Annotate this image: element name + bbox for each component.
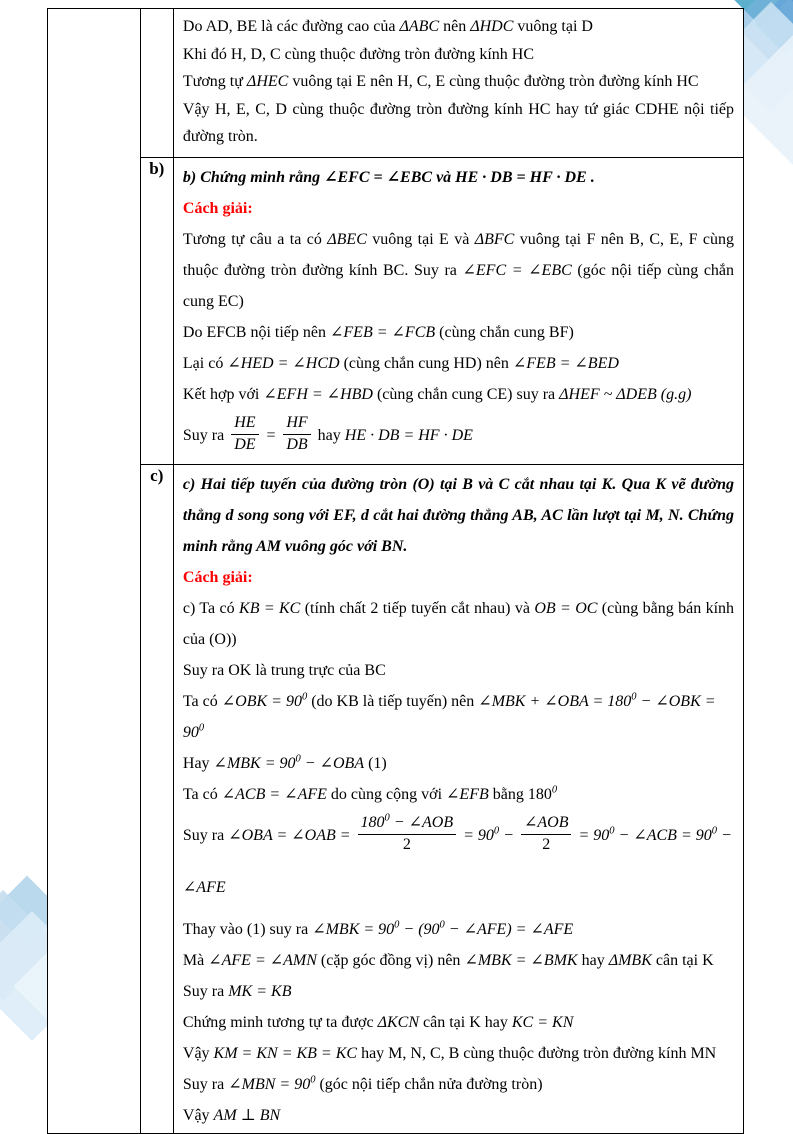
text-segment: hay bbox=[313, 427, 345, 444]
table-row bbox=[48, 158, 744, 465]
text-segment: Suy ra bbox=[182, 1076, 229, 1093]
text-segment: do cùng cộng với bbox=[326, 786, 447, 803]
text-segment: Ta có bbox=[182, 693, 222, 710]
text-segment: − ∠OBA bbox=[300, 755, 365, 772]
text-segment: Lại có bbox=[182, 355, 228, 372]
text-segment: vuông tại E và bbox=[366, 231, 475, 248]
text-segment: HE bbox=[234, 414, 256, 432]
text-line bbox=[183, 1007, 734, 1038]
text-segment: Vậy H, E, C, D cùng thuộc đường tròn đường kính HC hay tứ giác CDHE nội tiếp đường tròn. bbox=[182, 100, 734, 145]
text-segment: ΔMBK bbox=[608, 952, 652, 969]
text-segment: ∠FEB = ∠FCB bbox=[330, 324, 436, 341]
text-segment: Suy ra OK là trung trực của BC bbox=[182, 662, 386, 679]
text-segment: − bbox=[499, 827, 518, 844]
text-line bbox=[183, 779, 734, 810]
text-segment: (cặp góc đồng vị) nên bbox=[316, 952, 465, 969]
text-segment: cân tại K bbox=[651, 952, 714, 969]
text-segment: cân tại K hay bbox=[419, 1014, 512, 1031]
text-segment: HE · DB = HF · DE bbox=[455, 169, 587, 186]
text-segment: AM ⊥ BN bbox=[213, 1107, 281, 1124]
text-segment: 180 bbox=[360, 814, 385, 832]
text-segment: (cùng chắn cung BF) bbox=[435, 324, 574, 341]
text-segment: 0 bbox=[295, 753, 301, 765]
text-line bbox=[183, 1038, 734, 1069]
text-segment: 0 bbox=[711, 825, 717, 837]
text-line bbox=[183, 748, 734, 779]
text-segment: = 90 bbox=[459, 827, 494, 844]
text-segment: (cùng chắn cung CE) suy ra bbox=[372, 386, 560, 403]
text-segment: ΔHEF ~ ΔDEB (g.g) bbox=[559, 386, 692, 403]
text-segment: Suy ra bbox=[182, 827, 229, 844]
fraction-numerator bbox=[521, 814, 572, 834]
text-segment: − ∠AFE bbox=[182, 827, 732, 896]
text-segment: ∠EFC = ∠EBC bbox=[462, 262, 572, 279]
text-segment: Tương tự câu a ta có bbox=[182, 231, 328, 248]
fraction-denominator bbox=[283, 435, 310, 454]
text-segment: nên bbox=[439, 18, 471, 35]
solution-heading-line bbox=[183, 193, 734, 224]
text-segment: Do EFCB nội tiếp nên bbox=[182, 324, 330, 341]
text-segment: − (90 bbox=[399, 921, 440, 938]
text-segment: DB bbox=[286, 435, 308, 453]
text-segment: 0 bbox=[551, 784, 558, 796]
fraction-numerator bbox=[283, 414, 310, 434]
text-line bbox=[183, 593, 734, 655]
row-label-cell: c) bbox=[140, 465, 173, 1134]
text-line bbox=[183, 945, 734, 976]
text-line bbox=[183, 686, 734, 748]
text-segment: (góc nội tiếp cùng chắn cung EC) bbox=[182, 262, 735, 310]
text-segment: Ta có bbox=[182, 786, 222, 803]
text-segment: Chứng minh tương tự ta được bbox=[182, 1014, 378, 1031]
text-segment: 2 bbox=[402, 835, 411, 853]
text-segment: DE bbox=[234, 435, 256, 453]
text-segment: (cùng bằng bán kính của (O)) bbox=[182, 600, 735, 648]
fraction-denominator bbox=[521, 835, 572, 854]
text-segment: 0 bbox=[394, 919, 400, 931]
text-segment: ∠AFE = ∠AMN bbox=[208, 952, 317, 969]
text-segment: MK = KB bbox=[228, 983, 292, 1000]
text-segment: ∠EFH = ∠HBD bbox=[263, 386, 373, 403]
solution-table-wrapper bbox=[47, 8, 744, 1134]
text-line bbox=[183, 976, 734, 1007]
text-segment: Hay bbox=[182, 755, 214, 772]
text-segment: 0 bbox=[631, 691, 637, 703]
text-segment: ∠HED = ∠HCD bbox=[227, 355, 340, 372]
text-segment: c) Hai tiếp tuyến của đường tròn (O) tại B và C cắt nhau tại K. Qua K vẽ đường thẳng d song song với EF, d cắt hai đường thẳng AB, AC lần lượt tại M, N. Chứng minh rằng AM vuông góc với BN. bbox=[182, 476, 734, 555]
text-segment: ∠ACB = ∠AFE bbox=[221, 786, 327, 803]
row-label-cell: b) bbox=[140, 158, 173, 465]
text-segment: 0 bbox=[384, 813, 390, 825]
text-segment: Suy ra bbox=[182, 427, 229, 444]
text-segment: vuông tại E nên H, C, E cùng thuộc đường tròn đường kính HC bbox=[288, 73, 699, 90]
equation-line bbox=[183, 810, 734, 914]
text-segment: vuông tại F nên B, C, E, F cùng thuộc đường tròn đường kính BC. Suy ra bbox=[182, 231, 735, 279]
row-content-cell bbox=[173, 158, 743, 465]
fraction-numerator bbox=[231, 414, 258, 434]
text-segment: (cùng chắn cung HD) nên bbox=[339, 355, 513, 372]
text-segment: OB = OC bbox=[534, 600, 598, 617]
solution-table bbox=[47, 8, 744, 1134]
text-segment: ∠EFC = ∠EBC bbox=[324, 169, 433, 186]
fraction-denominator bbox=[231, 435, 258, 454]
margin-cell bbox=[48, 9, 141, 1134]
table-row bbox=[48, 9, 744, 158]
text-line bbox=[183, 96, 734, 151]
problem-statement-line bbox=[183, 162, 734, 193]
problem-statement-line bbox=[183, 469, 734, 562]
text-segment: ∠MBK = 90 bbox=[312, 921, 395, 938]
text-segment: ΔHEC bbox=[246, 73, 289, 90]
text-segment: ∠FEB = ∠BED bbox=[512, 355, 619, 372]
text-segment: ∠MBK + ∠OBA = 180 bbox=[478, 693, 632, 710]
text-segment: bằng 180 bbox=[488, 786, 552, 803]
text-segment: vuông tại D bbox=[513, 18, 593, 35]
text-segment: ΔKCN bbox=[377, 1014, 420, 1031]
text-segment: 0 bbox=[439, 919, 445, 931]
text-segment: Suy ra bbox=[182, 983, 229, 1000]
text-segment: hay bbox=[577, 952, 609, 969]
text-segment: ΔBEC bbox=[327, 231, 367, 248]
equation-line bbox=[183, 410, 734, 462]
text-segment: 0 bbox=[609, 825, 615, 837]
text-segment: ΔHDC bbox=[470, 18, 514, 35]
text-segment: Tương tự bbox=[182, 73, 247, 90]
text-segment: 0 bbox=[310, 1074, 316, 1086]
text-segment: 0 bbox=[301, 691, 308, 703]
text-segment: Thay vào (1) suy ra bbox=[182, 921, 313, 938]
text-segment: Do AD, BE là các đường cao của bbox=[182, 18, 400, 35]
text-segment: Mà bbox=[182, 952, 209, 969]
text-line bbox=[183, 379, 734, 410]
text-segment: ∠EFB bbox=[446, 786, 489, 803]
row-content-cell bbox=[173, 465, 743, 1134]
text-segment: ΔABC bbox=[399, 18, 440, 35]
text-segment: . bbox=[586, 169, 595, 186]
text-line bbox=[183, 655, 734, 686]
text-segment: 0 bbox=[198, 722, 205, 734]
text-segment: KB = KC bbox=[239, 600, 301, 617]
text-line bbox=[183, 13, 734, 41]
text-line bbox=[183, 914, 734, 945]
text-segment: 2 bbox=[542, 835, 551, 853]
solution-label-text: Cách giải: bbox=[182, 200, 253, 217]
text-segment: = bbox=[261, 427, 281, 444]
fraction bbox=[358, 814, 457, 854]
text-segment: hay M, N, C, B cùng thuộc đường tròn đường kính MN bbox=[357, 1045, 717, 1062]
text-segment: ∠OBA = ∠OAB = bbox=[228, 827, 355, 844]
text-segment: Vậy bbox=[182, 1045, 214, 1062]
text-segment: ∠AOB bbox=[523, 814, 569, 832]
text-segment: − ∠ACB = 90 bbox=[614, 827, 712, 844]
solution-table-body bbox=[48, 9, 744, 1134]
text-segment: ∠MBK = ∠BMK bbox=[464, 952, 578, 969]
fraction bbox=[521, 814, 572, 854]
table-row bbox=[48, 465, 744, 1134]
text-segment: ∠MBN = 90 bbox=[228, 1076, 311, 1093]
text-segment: = 90 bbox=[574, 827, 610, 844]
text-segment: KM = KN = KB = KC bbox=[213, 1045, 358, 1062]
text-segment: (do KB là tiếp tuyến) nên bbox=[307, 693, 479, 710]
text-segment: Khi đó H, D, C cùng thuộc đường tròn đường kính HC bbox=[182, 45, 535, 63]
fraction bbox=[283, 414, 310, 454]
text-line bbox=[183, 68, 734, 96]
row-content-cell bbox=[173, 9, 743, 158]
text-segment: Vậy bbox=[182, 1107, 214, 1124]
solution-heading-line bbox=[183, 562, 734, 593]
fraction-denominator bbox=[358, 835, 457, 854]
text-segment: ∠OBK = 90 bbox=[221, 693, 302, 710]
text-segment: c) Ta có bbox=[182, 600, 240, 617]
fraction-numerator bbox=[358, 814, 457, 834]
text-segment: (góc nội tiếp chắn nửa đường tròn) bbox=[315, 1076, 543, 1093]
text-segment: (1) bbox=[364, 755, 387, 772]
text-line bbox=[183, 348, 734, 379]
text-segment: HE · DB = HF · DE bbox=[344, 427, 473, 444]
text-line bbox=[183, 1069, 734, 1100]
row-label-cell bbox=[140, 9, 173, 158]
text-segment: ΔBFC bbox=[474, 231, 515, 248]
text-segment: (tính chất 2 tiếp tuyến cắt nhau) và bbox=[300, 600, 535, 617]
text-segment: ∠MBK = 90 bbox=[213, 755, 296, 772]
text-segment: − ∠AFE) = ∠AFE bbox=[444, 921, 574, 938]
text-segment: KC = KN bbox=[511, 1014, 574, 1031]
text-segment: 0 bbox=[493, 825, 500, 837]
solution-label-text: Cách giải: bbox=[182, 569, 253, 586]
text-segment: − ∠OBK = 90 bbox=[182, 693, 716, 741]
text-line bbox=[183, 1100, 734, 1131]
text-line bbox=[183, 317, 734, 348]
fraction bbox=[231, 414, 258, 454]
text-line bbox=[183, 41, 734, 69]
text-segment: − ∠AOB bbox=[389, 814, 454, 832]
text-segment: Kết hợp với bbox=[182, 386, 264, 403]
text-line bbox=[183, 224, 734, 317]
text-segment: b) Chứng minh rằng bbox=[182, 169, 325, 186]
text-segment: HF bbox=[286, 414, 308, 432]
text-segment: và bbox=[432, 169, 456, 186]
